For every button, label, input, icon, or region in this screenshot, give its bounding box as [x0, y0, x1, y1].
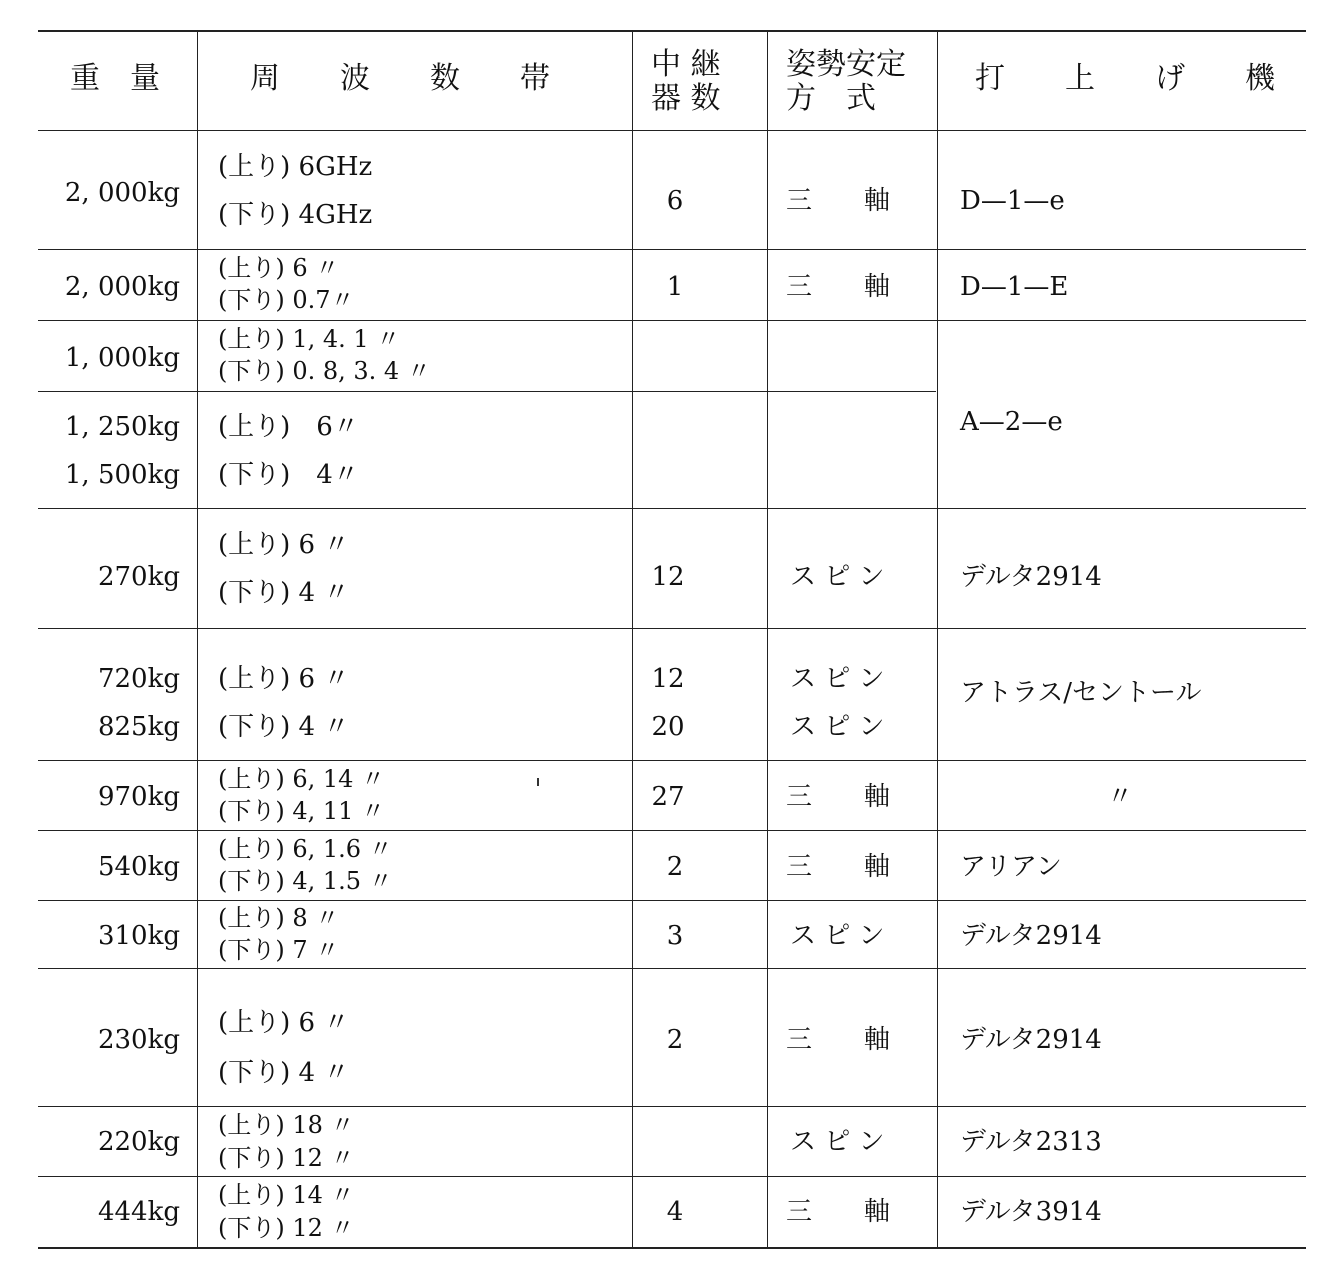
- header-launcher: 打 上 げ 機: [975, 61, 1275, 96]
- table-bottom-rule: [38, 1247, 1306, 1249]
- cell-launcher: デルタ3914: [960, 1197, 1102, 1227]
- table-top-rule: [38, 30, 1306, 32]
- cell-down: (下り) 4, 1.5 〃: [218, 867, 393, 895]
- cell-up: (上り) 14 〃: [218, 1181, 355, 1209]
- cell-down: (下り) 4, 11 〃: [218, 797, 386, 825]
- cell-repeaters: 2: [666, 1025, 684, 1055]
- row-rule: [38, 760, 1306, 761]
- col-rule: [767, 31, 768, 1247]
- cell-launcher: D—1—e: [960, 186, 1065, 216]
- cell-up: (上り) 6, 14 〃: [218, 765, 386, 793]
- cell-up: (上り) 1, 4. 1 〃: [218, 325, 401, 353]
- header-attitude-1: 姿勢安定: [786, 47, 906, 82]
- cell-launcher: D—1—E: [960, 272, 1069, 302]
- cell-weight: 1, 000kg: [64, 343, 180, 373]
- cell-weight: 220kg: [97, 1127, 180, 1157]
- cell-down: (下り) 12 〃: [218, 1144, 355, 1172]
- header-weight: 重 量: [70, 61, 160, 96]
- cell-attitude: 三 軸: [786, 186, 891, 216]
- cell-repeaters: 27: [651, 782, 685, 812]
- row-rule: [38, 1176, 1306, 1177]
- cell-down: (下り) 4 〃: [218, 1058, 350, 1088]
- cell-attitude: 三 軸: [786, 1197, 891, 1227]
- row-rule: [38, 320, 1306, 321]
- cell-launcher: 〃: [1106, 782, 1133, 812]
- row-rule: [38, 508, 1306, 509]
- cell-weight: 270kg: [97, 562, 180, 592]
- cell-attitude: ス ピ ン: [790, 921, 885, 951]
- cell-repeaters: 12: [651, 664, 685, 694]
- cell-launcher: アトラス/セントール: [960, 678, 1202, 708]
- row-rule: [38, 391, 936, 392]
- cell-up: (上り) 6 〃: [218, 254, 340, 282]
- cell-launcher: デルタ2313: [960, 1127, 1102, 1157]
- cell-weight: 444kg: [97, 1197, 180, 1227]
- row-rule: [38, 900, 1306, 901]
- cell-up: (上り) 18 〃: [218, 1111, 355, 1139]
- cell-down: (下り) 4 〃: [218, 712, 350, 742]
- cell-weight: 1, 250kg: [64, 412, 180, 442]
- cell-up: (上り) 6GHz: [218, 152, 373, 182]
- stray-mark: [537, 778, 539, 786]
- row-rule: [38, 249, 1306, 250]
- row-rule: [38, 968, 1306, 969]
- cell-repeaters: 4: [666, 1197, 684, 1227]
- cell-repeaters: 6: [666, 186, 684, 216]
- cell-down: (下り) 0. 8, 3. 4 〃: [218, 357, 431, 385]
- cell-launcher: デルタ2914: [960, 562, 1102, 592]
- cell-launcher: デルタ2914: [960, 921, 1102, 951]
- cell-attitude: 三 軸: [786, 852, 891, 882]
- cell-weight: 2, 000kg: [64, 178, 180, 208]
- header-repeaters-2: 器 数: [651, 81, 721, 116]
- cell-weight: 970kg: [97, 782, 180, 812]
- col-rule: [197, 31, 198, 1247]
- cell-weight: 2, 000kg: [64, 272, 180, 302]
- cell-repeaters: 1: [666, 272, 684, 302]
- cell-weight-2: 825kg: [97, 712, 180, 742]
- col-rule: [632, 31, 633, 1247]
- cell-down: (下り) 12 〃: [218, 1214, 355, 1242]
- cell-attitude: 三 軸: [786, 1025, 891, 1055]
- cell-launcher: アリアン: [960, 852, 1062, 882]
- cell-up: (上り) 6, 1.6 〃: [218, 835, 393, 863]
- cell-repeaters: 12: [651, 562, 685, 592]
- cell-attitude-2: ス ピ ン: [790, 712, 885, 742]
- row-rule: [38, 830, 1306, 831]
- cell-launcher: デルタ2914: [960, 1025, 1102, 1055]
- cell-weight: 230kg: [97, 1025, 180, 1055]
- cell-launcher: A—2—e: [960, 407, 1063, 437]
- cell-up: (上り) 6 〃: [218, 664, 350, 694]
- cell-weight: 720kg: [97, 664, 180, 694]
- cell-weight: 310kg: [97, 921, 180, 951]
- row-rule: [38, 628, 1306, 629]
- cell-down: (下り) 4〃: [218, 460, 359, 490]
- cell-up: (上り) 6 〃: [218, 1008, 350, 1038]
- cell-attitude: 三 軸: [786, 272, 891, 302]
- header-frequency: 周 波 数 帯: [250, 61, 550, 96]
- cell-up: (上り) 6〃: [218, 412, 359, 442]
- cell-repeaters-2: 20: [651, 712, 685, 742]
- row-rule: [38, 1106, 1306, 1107]
- col-rule: [937, 31, 938, 1247]
- cell-down: (下り) 0.7〃: [218, 286, 355, 314]
- cell-attitude: ス ピ ン: [790, 664, 885, 694]
- cell-down: (下り) 7 〃: [218, 936, 340, 964]
- cell-attitude: ス ピ ン: [790, 1127, 885, 1157]
- cell-weight: 540kg: [97, 852, 180, 882]
- cell-attitude: 三 軸: [786, 782, 891, 812]
- cell-repeaters: 2: [666, 852, 684, 882]
- cell-up: (上り) 6 〃: [218, 530, 350, 560]
- cell-down: (下り) 4GHz: [218, 200, 373, 230]
- header-rule: [38, 130, 1306, 131]
- cell-repeaters: 3: [666, 921, 684, 951]
- cell-up: (上り) 8 〃: [218, 904, 340, 932]
- header-attitude-2: 方 式: [786, 81, 876, 116]
- cell-down: (下り) 4 〃: [218, 578, 350, 608]
- cell-attitude: ス ピ ン: [790, 562, 885, 592]
- header-repeaters-1: 中 継: [651, 47, 721, 82]
- cell-weight-2: 1, 500kg: [64, 460, 180, 490]
